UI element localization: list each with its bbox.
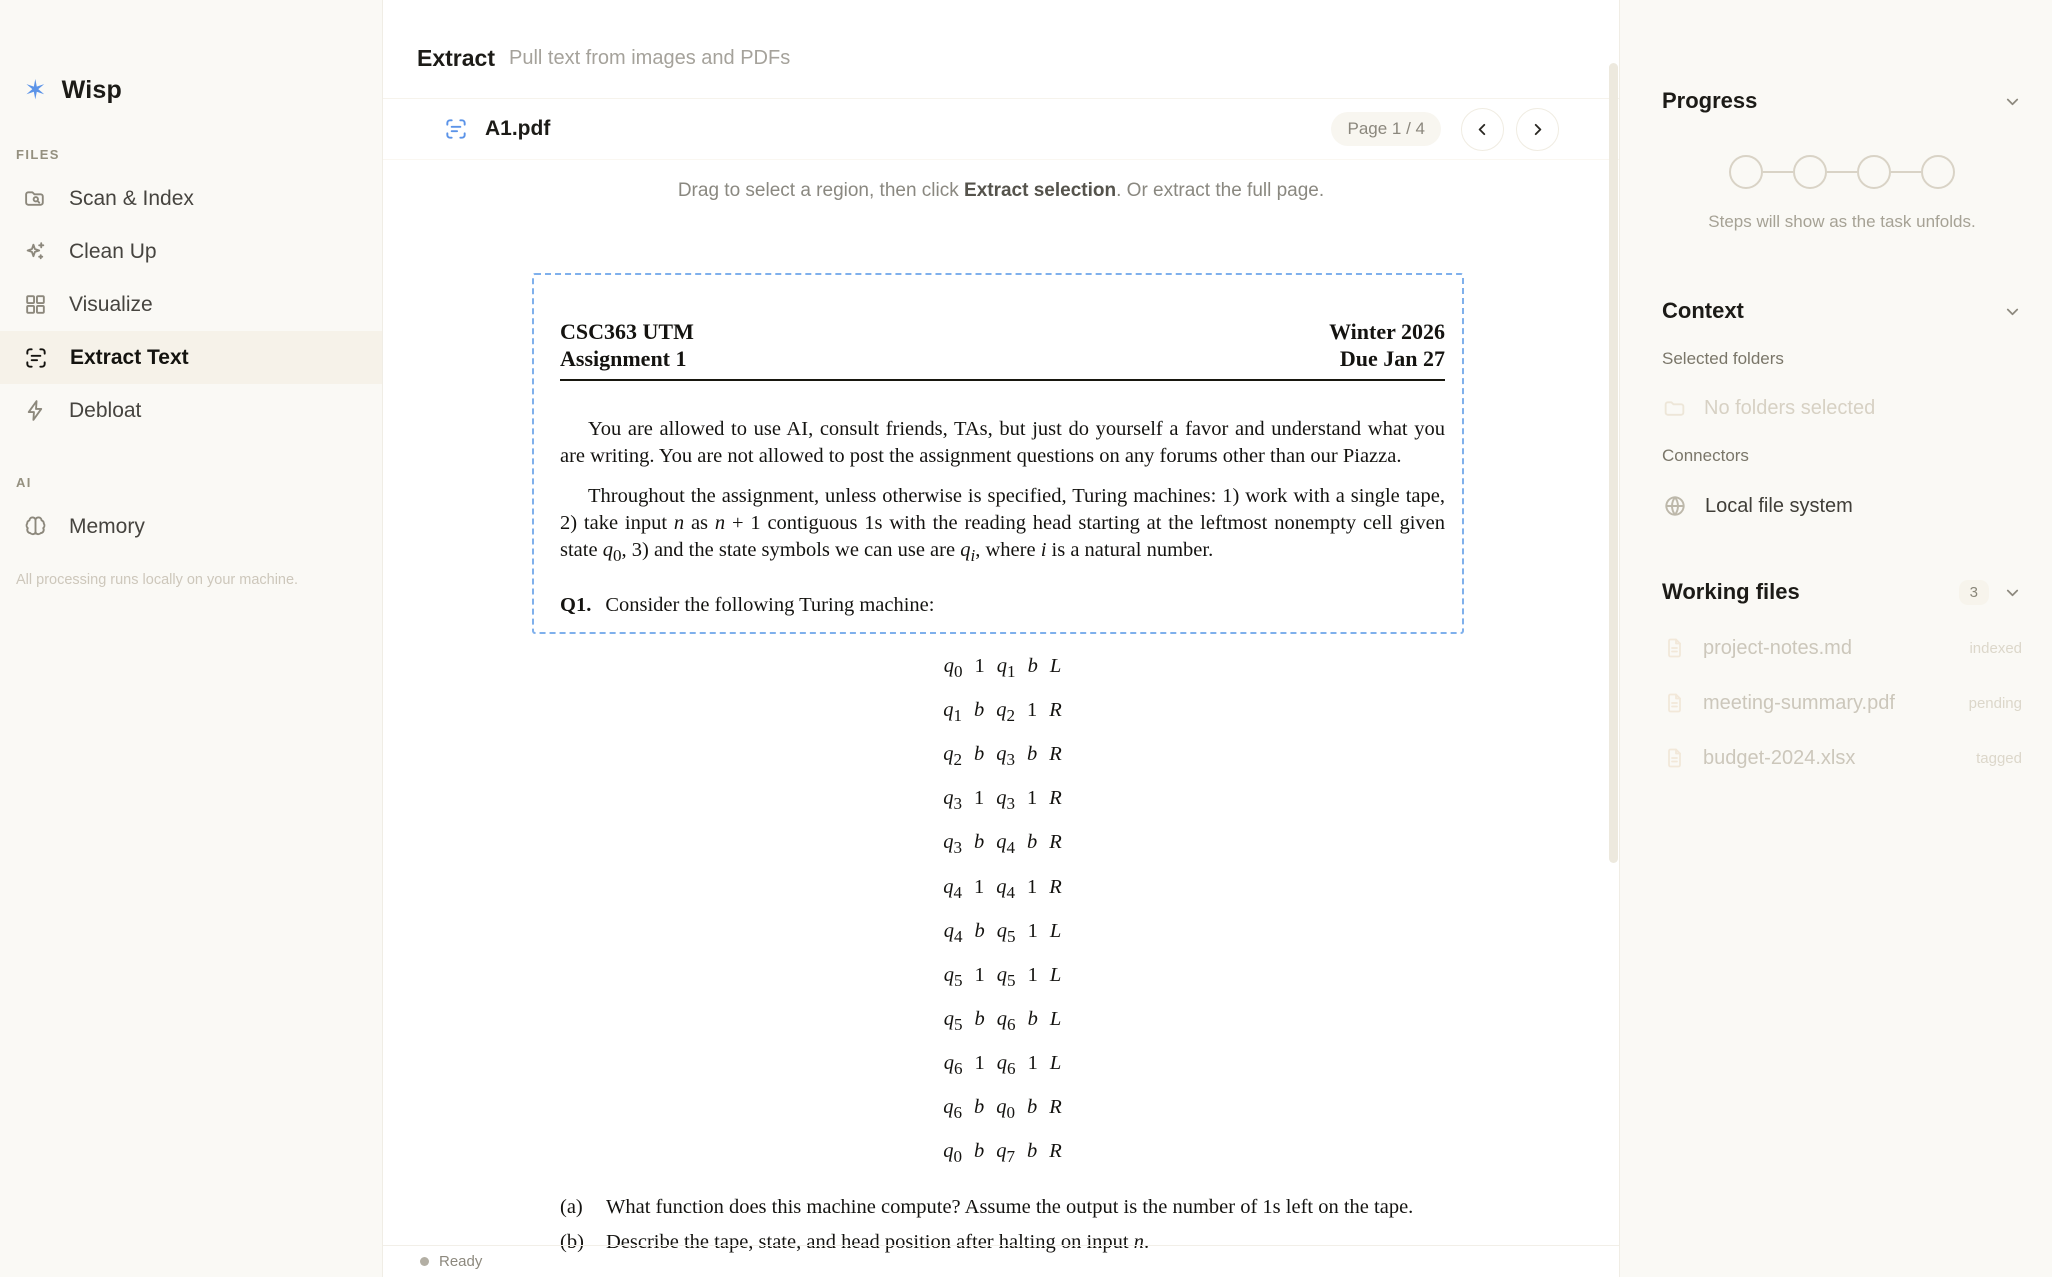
app-name: Wisp xyxy=(61,76,122,104)
connectors-list xyxy=(1662,493,2022,519)
header-rule xyxy=(560,379,1445,381)
document-header xyxy=(560,318,1445,372)
context-header xyxy=(1662,298,2022,324)
instruction-pre: Drag to select a region, then click xyxy=(677,180,965,201)
sidebar-item-memory[interactable] xyxy=(0,500,382,553)
sidebar-item-scan-index[interactable] xyxy=(0,172,382,225)
instruction-bold: Extract selection xyxy=(964,180,1117,201)
tm-transition-row: $q_1$ b $q_2$ 1 R xyxy=(943,699,1062,726)
doc-icon xyxy=(1662,746,1686,770)
tm-transition-row: $q_6$ b $q_0$ b R xyxy=(943,1096,1062,1123)
working-file-status: pending xyxy=(1968,694,2022,712)
app-logo xyxy=(0,0,382,105)
pdf-page xyxy=(560,318,1445,1256)
working-files-header xyxy=(1662,579,2022,605)
doc-icon xyxy=(1662,691,1686,715)
instruction-post: . Or extract the full page. xyxy=(1116,180,1325,201)
progress-step-circle xyxy=(1729,155,1763,189)
page-subtitle: Pull text from images and PDFs xyxy=(508,46,791,69)
file-name: A1.pdf xyxy=(485,117,551,140)
progress-section xyxy=(1662,88,2022,232)
chevron-down-icon[interactable] xyxy=(2003,302,2022,321)
question-part xyxy=(560,1194,1445,1221)
assignment-title: Assignment 1 xyxy=(560,346,687,371)
working-file-row[interactable] xyxy=(1662,746,2022,770)
working-files-count-badge: 3 xyxy=(1959,580,1989,605)
status-dot-icon xyxy=(420,1257,429,1266)
question-1-label: Q1. xyxy=(560,594,592,617)
main-content xyxy=(383,0,1620,1277)
progress-connector xyxy=(1763,171,1793,174)
page-indicator: Page 1 / 4 xyxy=(1331,112,1441,146)
tm-transition-row: $q_3$ b $q_4$ b R xyxy=(943,831,1062,858)
sidebar-footer-note: All processing runs locally on your machine. xyxy=(16,572,299,588)
chevron-right-icon xyxy=(1529,121,1546,138)
question-1 xyxy=(560,592,1445,619)
tm-transition-row: $q_2$ b $q_3$ b R xyxy=(943,743,1062,770)
progress-step-circle xyxy=(1921,155,1955,189)
working-file-name: project-notes.md xyxy=(1703,636,1852,659)
tm-transition-row: $q_5$ 1 $q_5$ 1 L xyxy=(943,963,1062,990)
sidebar-item-label: Memory xyxy=(69,514,145,538)
brain-icon xyxy=(23,514,48,539)
no-folders-placeholder xyxy=(1662,396,2022,421)
question-1-text: Consider the following Turing machine: xyxy=(605,594,935,617)
tm-transition-row: $q_4$ b $q_5$ 1 L xyxy=(943,919,1062,946)
context-title: Context xyxy=(1662,298,1744,323)
question-part-label: (a) xyxy=(560,1196,583,1219)
working-files-title: Working files xyxy=(1662,579,1800,604)
paragraph-2: Throughout the assignment, unless otherwise is specified, Turing machines: 1) work with a single tape, 2) take input n as n + 1 contiguous 1s with the reading head starting at the leftmost nonempty cell given state $q_0$, 3) and the state symbols we can use are $q_i$, where i is a natural number. xyxy=(560,485,1445,566)
sidebar-item-label: Clean Up xyxy=(69,239,157,263)
selected-folders-label: Selected folders xyxy=(1662,349,1784,368)
scan-text-icon xyxy=(443,116,469,142)
sidebar-section xyxy=(0,475,382,553)
working-files-section xyxy=(1662,579,2022,770)
document-header-right xyxy=(1329,318,1445,372)
question-part-label: (b) xyxy=(560,1231,584,1254)
term: Winter 2026 xyxy=(1329,319,1445,344)
status-bar xyxy=(383,1245,1619,1277)
sidebar-section-label: AI xyxy=(16,475,32,490)
working-file-status: tagged xyxy=(1976,749,2022,767)
scan-text-icon xyxy=(23,345,49,371)
status-text: Ready xyxy=(439,1253,483,1270)
sparkles-icon xyxy=(23,239,48,264)
sidebar-section-label: FILES xyxy=(16,147,60,162)
sidebar xyxy=(0,0,383,1277)
sidebar-item-label: Visualize xyxy=(69,292,153,316)
connector-item[interactable] xyxy=(1662,493,2022,519)
working-file-row[interactable] xyxy=(1662,636,2022,660)
working-file-name: meeting-summary.pdf xyxy=(1703,691,1895,714)
globe-icon xyxy=(1662,493,1688,519)
progress-step-circle xyxy=(1857,155,1891,189)
course-code: CSC363 UTM xyxy=(560,319,694,344)
sidebar-item-extract-text[interactable] xyxy=(0,331,382,384)
viewer-toolbar xyxy=(383,99,1619,160)
sidebar-item-label: Scan & Index xyxy=(69,186,194,210)
progress-hint: Steps will show as the task unfolds. xyxy=(1708,212,1976,231)
right-panel xyxy=(1620,0,2052,1277)
tm-transition-row: $q_0$ b $q_7$ b R xyxy=(943,1140,1062,1167)
working-file-name: budget-2024.xlsx xyxy=(1703,746,1856,769)
next-page-button[interactable] xyxy=(1516,108,1559,151)
page-header xyxy=(383,0,1619,99)
open-file-info xyxy=(443,116,550,142)
working-file-status: indexed xyxy=(1969,639,2022,657)
sparkle-logo-icon: ✶ xyxy=(24,75,47,105)
due-date: Due Jan 27 xyxy=(1339,346,1445,371)
connector-label: Local file system xyxy=(1705,494,1853,517)
tm-transition-row: $q_4$ 1 $q_4$ 1 R xyxy=(943,875,1062,902)
progress-connector xyxy=(1891,171,1921,174)
sidebar-item-visualize[interactable] xyxy=(0,278,382,331)
tm-transition-row: $q_0$ 1 $q_1$ b L xyxy=(943,655,1062,682)
sidebar-item-label: Debloat xyxy=(69,398,142,422)
sidebar-item-clean-up[interactable] xyxy=(0,225,382,278)
sidebar-nav xyxy=(0,147,382,553)
folder-icon xyxy=(1662,396,1687,421)
sidebar-item-label: Extract Text xyxy=(70,345,189,369)
grid-icon xyxy=(23,292,48,317)
sidebar-section xyxy=(0,147,382,437)
vertical-scrollbar-thumb[interactable] xyxy=(1609,63,1618,863)
chevron-left-icon xyxy=(1474,121,1491,138)
document-header-left xyxy=(560,318,694,372)
progress-steps xyxy=(1729,155,1955,189)
selection-instruction xyxy=(383,180,1619,202)
turing-machine-table xyxy=(560,647,1445,1176)
page-title: Extract xyxy=(417,44,495,71)
tm-transition-row: $q_5$ b $q_6$ b L xyxy=(943,1007,1062,1034)
progress-connector xyxy=(1827,171,1857,174)
tm-transition-row: $q_6$ 1 $q_6$ 1 L xyxy=(943,1051,1062,1079)
paragraph-1: You are allowed to use AI, consult friends, TAs, but just do yourself a favor and understand what you are writing. You are not allowed to post the assignment questions on any forums other than our Piazza. xyxy=(560,418,1445,467)
lightning-icon xyxy=(23,398,48,423)
sidebar-item-debloat[interactable] xyxy=(0,384,382,437)
working-files-list xyxy=(1662,636,2022,770)
question-part-text: Describe the tape, state, and head position after halting on input n. xyxy=(606,1231,1150,1254)
chevron-down-icon[interactable] xyxy=(2003,583,2022,602)
chevron-down-icon[interactable] xyxy=(2003,92,2022,111)
working-file-row[interactable] xyxy=(1662,691,2022,715)
question-part-text: What function does this machine compute? Assume the output is the number of 1s left on the tape. xyxy=(606,1196,1414,1219)
progress-title: Progress xyxy=(1662,88,1758,113)
connectors-label: Connectors xyxy=(1662,446,1749,465)
tm-transition-row: $q_3$ 1 $q_3$ 1 R xyxy=(943,787,1062,814)
page-controls xyxy=(1331,99,1559,159)
prev-page-button[interactable] xyxy=(1461,108,1504,151)
context-section xyxy=(1662,298,2022,519)
progress-step-circle xyxy=(1793,155,1827,189)
folder-search-icon xyxy=(23,186,48,211)
no-folders-text: No folders selected xyxy=(1704,397,1876,419)
doc-icon xyxy=(1662,636,1686,660)
progress-header xyxy=(1662,88,2022,114)
